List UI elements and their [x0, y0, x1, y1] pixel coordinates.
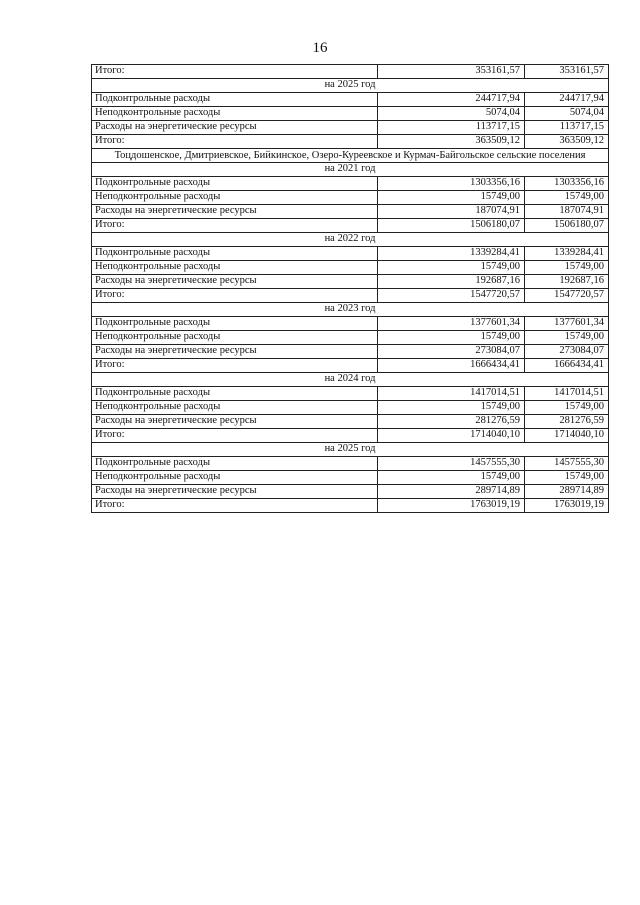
- table-row: [92, 457, 609, 471]
- row-label: Итого:: [92, 135, 378, 149]
- value-cell: 1457555,30: [525, 457, 609, 471]
- row-label: Итого:: [92, 289, 378, 303]
- value-cell: 1506180,07: [378, 219, 525, 233]
- row-label: Расходы на энергетические ресурсы: [92, 345, 378, 359]
- section-header: на 2021 год: [92, 163, 609, 177]
- value-cell: 187074,91: [378, 205, 525, 219]
- table-row: [92, 345, 609, 359]
- row-label: Расходы на энергетические ресурсы: [92, 485, 378, 499]
- value-cell: 15749,00: [525, 261, 609, 275]
- value-cell: 1714040,10: [378, 429, 525, 443]
- row-label: Неподконтрольные расходы: [92, 401, 378, 415]
- table-row: [92, 177, 609, 191]
- row-label: Подконтрольные расходы: [92, 317, 378, 331]
- value-cell: 363509,12: [525, 135, 609, 149]
- row-label: Итого:: [92, 499, 378, 513]
- row-label: Расходы на энергетические ресурсы: [92, 121, 378, 135]
- value-cell: 289714,89: [525, 485, 609, 499]
- section-header: на 2024 год: [92, 373, 609, 387]
- row-label: Подконтрольные расходы: [92, 387, 378, 401]
- value-cell: 113717,15: [378, 121, 525, 135]
- value-cell: 1763019,19: [378, 499, 525, 513]
- section-header-row: [92, 233, 609, 247]
- table-row: [92, 415, 609, 429]
- table-row: [92, 331, 609, 345]
- row-label: Расходы на энергетические ресурсы: [92, 415, 378, 429]
- value-cell: 192687,16: [378, 275, 525, 289]
- value-cell: 1339284,41: [525, 247, 609, 261]
- table-row: [92, 429, 609, 443]
- table-row: [92, 205, 609, 219]
- value-cell: 1547720,57: [378, 289, 525, 303]
- table-row: [92, 93, 609, 107]
- value-cell: 289714,89: [378, 485, 525, 499]
- table-row: [92, 499, 609, 513]
- value-cell: 15749,00: [378, 331, 525, 345]
- value-cell: 1714040,10: [525, 429, 609, 443]
- page-number: 16: [312, 40, 328, 56]
- row-label: Неподконтрольные расходы: [92, 471, 378, 485]
- row-label: Расходы на энергетические ресурсы: [92, 205, 378, 219]
- table-row: [92, 485, 609, 499]
- section-header: на 2025 год: [92, 79, 609, 93]
- value-cell: 353161,57: [525, 65, 609, 79]
- table-row: [92, 247, 609, 261]
- value-cell: 15749,00: [378, 191, 525, 205]
- value-cell: 15749,00: [525, 401, 609, 415]
- value-cell: 353161,57: [378, 65, 525, 79]
- value-cell: 15749,00: [525, 331, 609, 345]
- row-label: Неподконтрольные расходы: [92, 261, 378, 275]
- row-label: Неподконтрольные расходы: [92, 107, 378, 121]
- row-label: Итого:: [92, 429, 378, 443]
- table-row: [92, 65, 609, 79]
- value-cell: 1303356,16: [378, 177, 525, 191]
- section-header-row: [92, 303, 609, 317]
- table-row: [92, 387, 609, 401]
- table-row: [92, 219, 609, 233]
- value-cell: 1339284,41: [378, 247, 525, 261]
- section-header-row: [92, 163, 609, 177]
- section-header: на 2022 год: [92, 233, 609, 247]
- row-label: Подконтрольные расходы: [92, 457, 378, 471]
- row-label: Подконтрольные расходы: [92, 247, 378, 261]
- value-cell: 281276,59: [378, 415, 525, 429]
- value-cell: 1666434,41: [525, 359, 609, 373]
- table-row: [92, 107, 609, 121]
- row-label: Расходы на энергетические ресурсы: [92, 275, 378, 289]
- row-label: Подконтрольные расходы: [92, 177, 378, 191]
- table-row: [92, 261, 609, 275]
- table-row: [92, 359, 609, 373]
- value-cell: 1417014,51: [378, 387, 525, 401]
- value-cell: 1666434,41: [378, 359, 525, 373]
- value-cell: 192687,16: [525, 275, 609, 289]
- value-cell: 273084,07: [525, 345, 609, 359]
- table-row: [92, 289, 609, 303]
- table-body: [92, 65, 609, 513]
- value-cell: 1457555,30: [378, 457, 525, 471]
- table-row: [92, 401, 609, 415]
- value-cell: 1377601,34: [525, 317, 609, 331]
- value-cell: 15749,00: [525, 471, 609, 485]
- value-cell: 1417014,51: [525, 387, 609, 401]
- row-label: Итого:: [92, 65, 378, 79]
- value-cell: 5074,04: [525, 107, 609, 121]
- value-cell: 15749,00: [378, 261, 525, 275]
- value-cell: 5074,04: [378, 107, 525, 121]
- value-cell: 244717,94: [378, 93, 525, 107]
- section-header: на 2023 год: [92, 303, 609, 317]
- value-cell: 363509,12: [378, 135, 525, 149]
- section-header-row: [92, 443, 609, 457]
- section-header: Тоцдошенское, Дмитриевское, Бийкинское, Озеро-Куреевское и Курмач-Байгольское сельские поселения: [92, 149, 609, 163]
- row-label: Итого:: [92, 219, 378, 233]
- section-header-row: [92, 373, 609, 387]
- section-header: на 2025 год: [92, 443, 609, 457]
- value-cell: 1763019,19: [525, 499, 609, 513]
- value-cell: 15749,00: [378, 401, 525, 415]
- value-cell: 273084,07: [378, 345, 525, 359]
- row-label: Итого:: [92, 359, 378, 373]
- section-header-row: [92, 149, 609, 163]
- section-header-row: [92, 79, 609, 93]
- value-cell: 187074,91: [525, 205, 609, 219]
- row-label: Подконтрольные расходы: [92, 93, 378, 107]
- value-cell: 15749,00: [525, 191, 609, 205]
- value-cell: 1377601,34: [378, 317, 525, 331]
- value-cell: 15749,00: [378, 471, 525, 485]
- value-cell: 1303356,16: [525, 177, 609, 191]
- value-cell: 1506180,07: [525, 219, 609, 233]
- table-row: [92, 135, 609, 149]
- table-row: [92, 275, 609, 289]
- table-row: [92, 121, 609, 135]
- table-row: [92, 317, 609, 331]
- row-label: Неподконтрольные расходы: [92, 331, 378, 345]
- row-label: Неподконтрольные расходы: [92, 191, 378, 205]
- value-cell: 113717,15: [525, 121, 609, 135]
- expenses-table: [91, 64, 609, 513]
- value-cell: 1547720,57: [525, 289, 609, 303]
- value-cell: 244717,94: [525, 93, 609, 107]
- table-row: [92, 191, 609, 205]
- value-cell: 281276,59: [525, 415, 609, 429]
- table-row: [92, 471, 609, 485]
